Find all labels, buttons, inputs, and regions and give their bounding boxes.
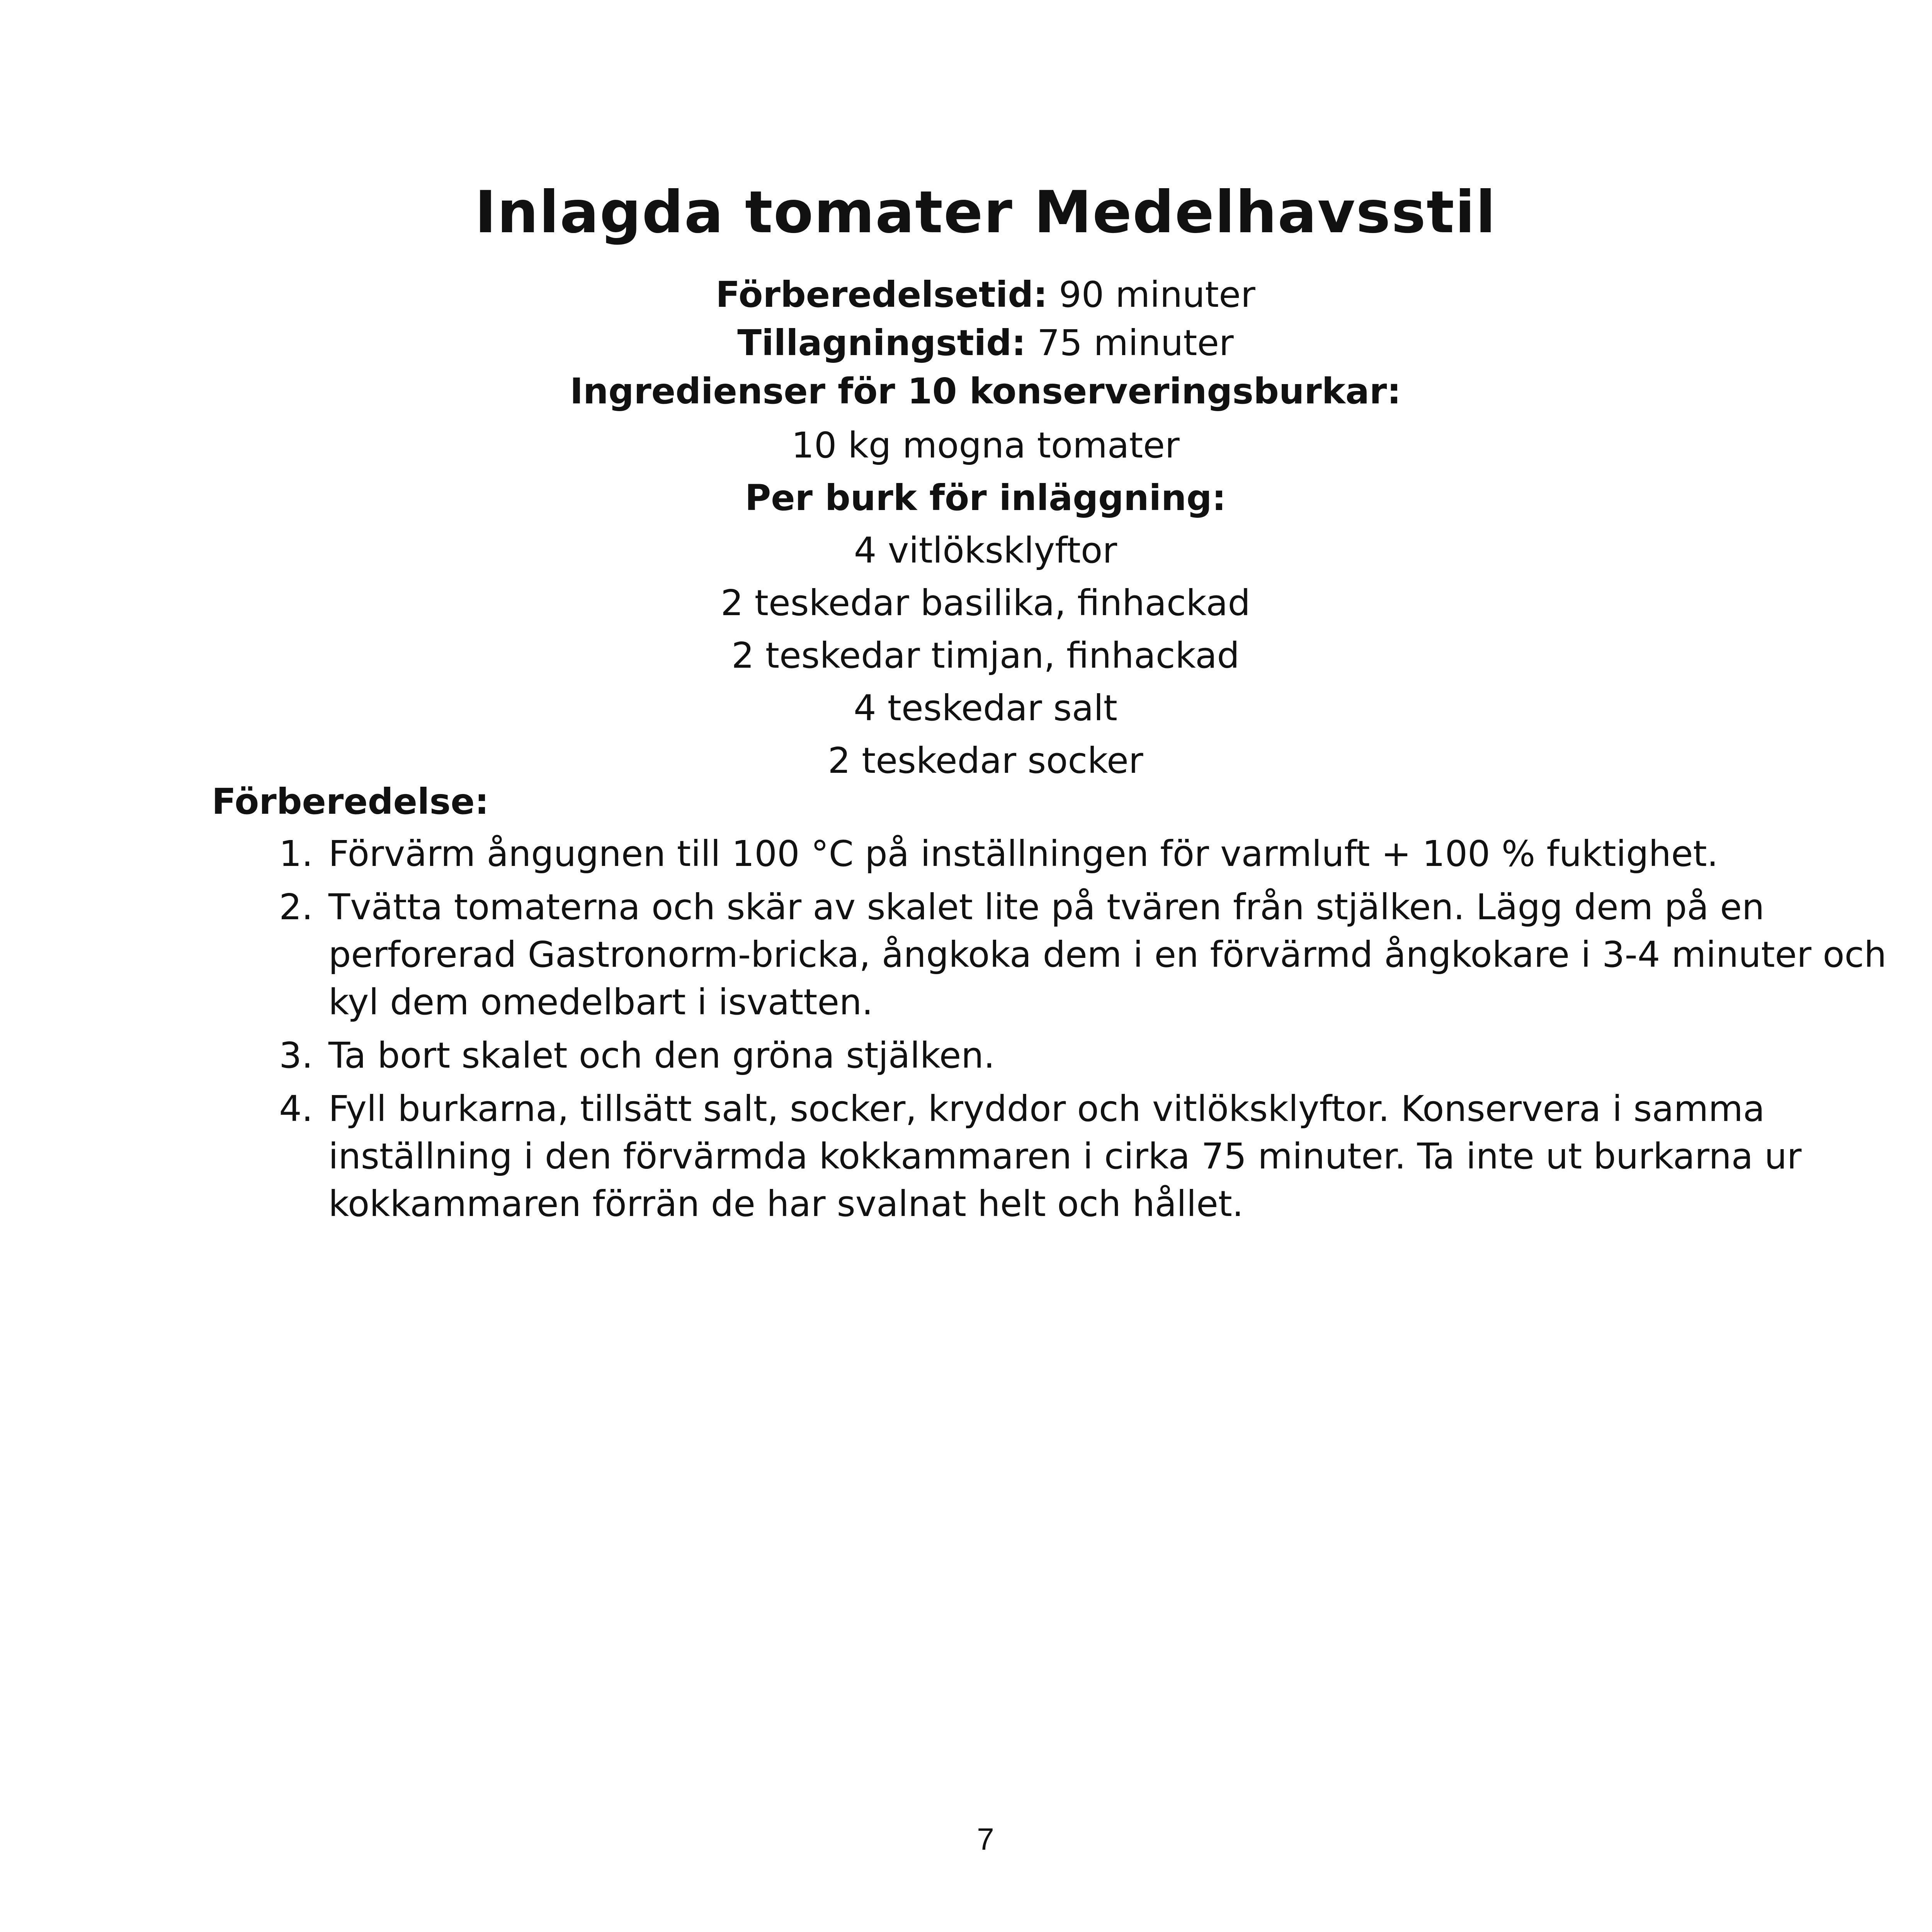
page-number: 7 xyxy=(977,1822,994,1856)
step-item xyxy=(270,830,1893,878)
prep-time-label: Förberedelsetid: xyxy=(716,274,1048,315)
step-item xyxy=(270,883,1893,1026)
step-number: 1. xyxy=(279,833,313,874)
step-number: 4. xyxy=(279,1088,313,1129)
step-text: Ta bort skalet och den gröna stjälken. xyxy=(328,1035,995,1076)
ingredient-item: 4 teskedar salt xyxy=(854,687,1117,729)
preparation-steps xyxy=(270,830,1893,1233)
ingredients-heading: Ingredienser för 10 konserveringsburkar: xyxy=(570,371,1401,412)
step-number: 2. xyxy=(279,886,313,928)
step-item xyxy=(270,1085,1893,1228)
ingredients-list xyxy=(0,419,1932,787)
step-item xyxy=(270,1032,1893,1079)
ingredient-item: 4 vitlöksklyftor xyxy=(854,530,1117,571)
step-text: Fyll burkarna, tillsätt salt, socker, kryddor och vitlöksklyftor. Konservera i samma inställning i den förvärmda kokkammaren i cirka 75 minuter. Ta inte ut burkarna ur kokkammaren förrän de har svalnat helt och hållet. xyxy=(328,1088,1802,1225)
cook-time-line xyxy=(0,319,1932,367)
preparation-heading: Förberedelse: xyxy=(212,781,489,822)
prep-time-line xyxy=(0,270,1932,319)
ingredient-item: 2 teskedar socker xyxy=(828,740,1143,781)
cook-time-label: Tillagningstid: xyxy=(737,322,1026,364)
ingredient-item: 2 teskedar timjan, finhackad xyxy=(731,635,1240,676)
step-text: Förvärm ångugnen till 100 °C på inställningen för varmluft + 100 % fuktighet. xyxy=(328,833,1718,874)
ingredients-heading-line xyxy=(0,367,1932,415)
ingredient-item: 2 teskedar basilika, finhackad xyxy=(721,582,1250,624)
cook-time-value: 75 minuter xyxy=(1026,322,1234,364)
page-title: Inlagda tomater Medelhavsstil xyxy=(474,179,1497,246)
step-number: 3. xyxy=(279,1035,313,1076)
ingredient-main: 10 kg mogna tomater xyxy=(791,425,1180,466)
prep-time-value: 90 minuter xyxy=(1047,274,1255,315)
step-text: Tvätta tomaterna och skär av skalet lite på tvären från stjälken. Lägg dem på en perforerad Gastronorm-bricka, ångkoka dem i en förvärmd ångkokare i 3-4 minuter och kyl dem omedelbart i isvatten. xyxy=(328,886,1887,1023)
per-jar-heading: Per burk för inläggning: xyxy=(745,477,1226,519)
recipe-meta xyxy=(0,270,1932,415)
